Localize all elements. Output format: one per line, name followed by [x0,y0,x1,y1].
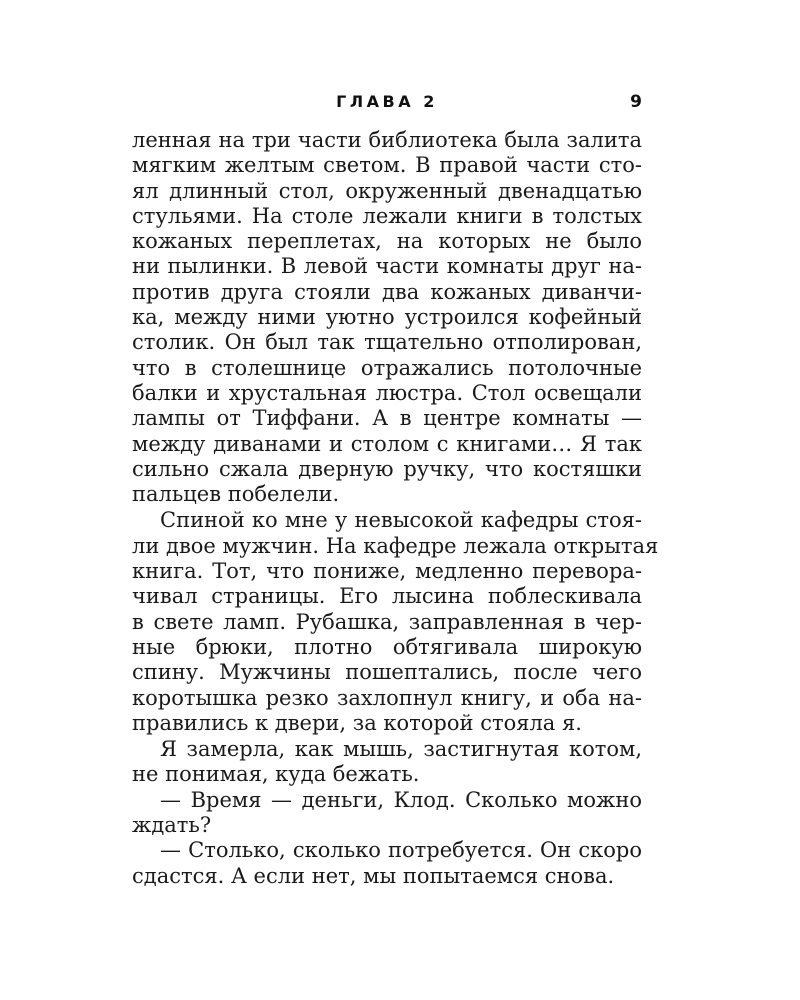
text-line: что в столешнице отражались потолочные [132,355,642,380]
text-line: книга. Тот, что пониже, медленно перевора- [132,559,642,584]
text-line: в свете ламп. Рубашка, заправленная в чер- [132,609,642,634]
text-line: между диванами и столом с книгами… Я так [132,431,642,456]
text-line: ни пылинки. В левой части комнаты друг на- [132,254,642,279]
text-line: балки и хрустальная люстра. Стол освещали [132,380,642,405]
text-line: сдастся. А если нет, мы попытаемся снова. [132,863,615,888]
paragraph-2 [132,508,659,736]
text-line: — Время — деньги, Клод. Сколько можно [160,787,642,812]
text-line: лампы от Тиффани. А в центре комнаты — [132,406,642,431]
text-line: ка, между ними уютно устроился кофейный [132,305,642,330]
text-line: правились к двери, за которой стояла я. [132,710,582,735]
text-line: чивал страницы. Его лысина поблескивала [132,584,642,609]
paragraph-1 [132,128,642,507]
text-line: ли двое мужчин. На кафедре лежала открытая [132,533,659,558]
text-line: сильно сжала дверную ручку, что костяшки [132,456,642,481]
text-line: против друга стояли два кожаных диванчи- [132,279,642,304]
text-line: кожаных переплетах, на которых не было [132,229,642,254]
text-line: ленная на три части библиотека была залита [132,128,642,152]
text-line: не понимая, куда бежать. [132,762,420,787]
text-line: ные брюки, плотно обтягивала широкую [132,634,642,659]
text-line: Спиной ко мне у невысокой кафедры стоя- [160,508,642,533]
running-head [132,92,642,120]
page-number: 9 [630,92,642,112]
text-line: стульями. На столе лежали книги в толстых [132,203,642,228]
chapter-title: ГЛАВА 2 [336,92,438,111]
text-line: Я замерла, как мышь, застигнутая котом, [160,737,642,762]
text-line: ял длинный стол, окруженный двенадцатью [132,178,642,203]
paragraph-3 [132,737,642,788]
paragraph-5 [132,838,642,889]
text-line: спину. Мужчины пошептались, после чего [132,660,642,685]
text-line: коротышка резко захлопнул книгу, и оба на- [132,685,642,710]
body-text [132,128,659,889]
text-line: — Столько, сколько потребуется. Он скоро [160,838,642,863]
text-line: мягким желтым светом. В правой части сто- [132,153,642,178]
text-line: ждать? [132,813,212,838]
paragraph-4 [132,788,642,839]
text-line: пальцев побелели. [132,482,340,507]
text-line: столик. Он был так тщательно отполирован, [132,330,642,355]
